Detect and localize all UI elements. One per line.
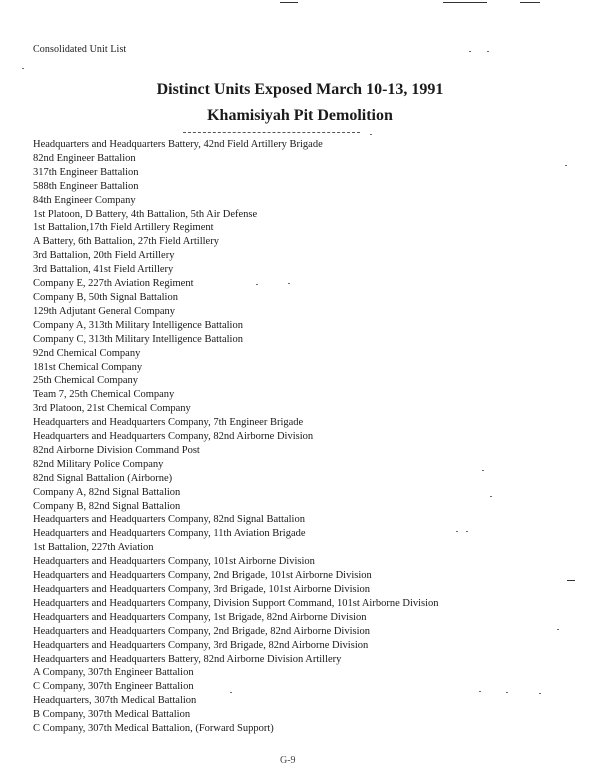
unit-list-item: 3rd Platoon, 21st Chemical Company <box>33 403 191 415</box>
unit-list-item: Team 7, 25th Chemical Company <box>33 389 175 401</box>
unit-list-item: 82nd Military Police Company <box>33 458 164 470</box>
unit-list-item: 84th Engineer Company <box>33 194 136 206</box>
unit-list-item: 82nd Signal Battalion (Airborne) <box>33 472 173 484</box>
unit-list-item: Company B, 82nd Signal Battalion <box>33 500 181 512</box>
unit-list-item: 1st Battalion,17th Field Artillery Regiment <box>33 222 214 234</box>
unit-list-item: 317th Engineer Battalion <box>33 166 139 178</box>
unit-list-item: Company C, 313th Military Intelligence Battalion <box>33 333 243 345</box>
unit-list-item: Headquarters and Headquarters Company, 82nd Signal Battalion <box>33 514 305 526</box>
scan-speck <box>479 691 481 692</box>
scan-mark-top-1 <box>280 2 298 3</box>
scan-speck <box>490 496 492 497</box>
page-subtitle: Khamisiyah Pit Demolition <box>207 107 393 124</box>
unit-list-item: 3rd Battalion, 41st Field Artillery <box>33 264 174 276</box>
unit-list-item: C Company, 307th Medical Battalion, (Forward Support) <box>33 723 274 735</box>
unit-list-item: 25th Chemical Company <box>33 375 138 387</box>
unit-list-item: Company E, 227th Aviation Regiment <box>33 278 194 290</box>
unit-list-item: A Company, 307th Engineer Battalion <box>33 667 194 679</box>
scan-speck <box>22 68 24 69</box>
scan-speck <box>557 629 559 630</box>
unit-list-item: A Battery, 6th Battalion, 27th Field Artillery <box>33 236 219 248</box>
unit-list-item: Company B, 50th Signal Battalion <box>33 291 178 303</box>
unit-list-item: B Company, 307th Medical Battalion <box>33 709 191 721</box>
unit-list-item: 129th Adjutant General Company <box>33 305 176 317</box>
unit-list-item: 1st Platoon, D Battery, 4th Battalion, 5th Air Defense <box>33 208 258 220</box>
unit-list-item: Headquarters and Headquarters Battery, 82nd Airborne Division Artillery <box>33 653 342 665</box>
scan-speck <box>370 134 372 135</box>
scan-mark-top-2 <box>443 2 487 3</box>
scan-speck <box>456 531 458 532</box>
unit-list-item: 181st Chemical Company <box>33 361 143 373</box>
scan-speck <box>539 693 541 694</box>
unit-list-item: 1st Battalion, 227th Aviation <box>33 542 154 554</box>
scan-speck <box>506 692 508 693</box>
title-divider <box>183 132 360 133</box>
unit-list-item: C Company, 307th Engineer Battalion <box>33 681 194 693</box>
unit-list-item: Headquarters and Headquarters Company, 101st Airborne Division <box>33 556 315 568</box>
unit-list-item: Headquarters and Headquarters Company, Division Support Command, 101st Airborne Division <box>33 597 439 609</box>
unit-list-item: 92nd Chemical Company <box>33 347 141 359</box>
unit-list <box>33 138 439 736</box>
unit-list-item: Headquarters and Headquarters Company, 11th Aviation Brigade <box>33 528 306 540</box>
unit-list-item: Headquarters and Headquarters Company, 3rd Brigade, 82nd Airborne Division <box>33 639 369 651</box>
unit-list-item: Company A, 82nd Signal Battalion <box>33 486 181 498</box>
unit-list-item: Headquarters, 307th Medical Battalion <box>33 695 197 707</box>
scan-speck <box>482 470 484 471</box>
unit-list-item: 82nd Airborne Division Command Post <box>33 444 200 456</box>
scan-mark-right <box>567 580 575 581</box>
scan-speck <box>487 51 489 52</box>
unit-list-item: Headquarters and Headquarters Company, 7th Engineer Brigade <box>33 417 304 429</box>
scan-mark-top-3 <box>520 2 540 3</box>
document-header-label: Consolidated Unit List <box>33 44 127 55</box>
unit-list-item: 588th Engineer Battalion <box>33 180 139 192</box>
page-number: G-9 <box>280 755 296 766</box>
unit-list-item: 82nd Engineer Battalion <box>33 152 136 164</box>
unit-list-item: Headquarters and Headquarters Battery, 42nd Field Artillery Brigade <box>33 139 323 150</box>
page-title: Distinct Units Exposed March 10-13, 1991 <box>156 81 444 98</box>
unit-list-item: Headquarters and Headquarters Company, 82nd Airborne Division <box>33 431 314 443</box>
scan-speck <box>469 51 471 52</box>
unit-list-item: Headquarters and Headquarters Company, 3rd Brigade, 101st Airborne Division <box>33 584 370 595</box>
scan-speck <box>565 165 567 166</box>
unit-list-item: Headquarters and Headquarters Company, 2nd Brigade, 82nd Airborne Division <box>33 625 370 637</box>
scan-speck <box>466 531 468 532</box>
unit-list-item: 3rd Battalion, 20th Field Artillery <box>33 250 175 262</box>
unit-list-item: Headquarters and Headquarters Company, 2nd Brigade, 101st Airborne Division <box>33 570 372 582</box>
unit-list-item: Headquarters and Headquarters Company, 1st Brigade, 82nd Airborne Division <box>33 611 367 623</box>
unit-list-item: Company A, 313th Military Intelligence Battalion <box>33 319 243 331</box>
